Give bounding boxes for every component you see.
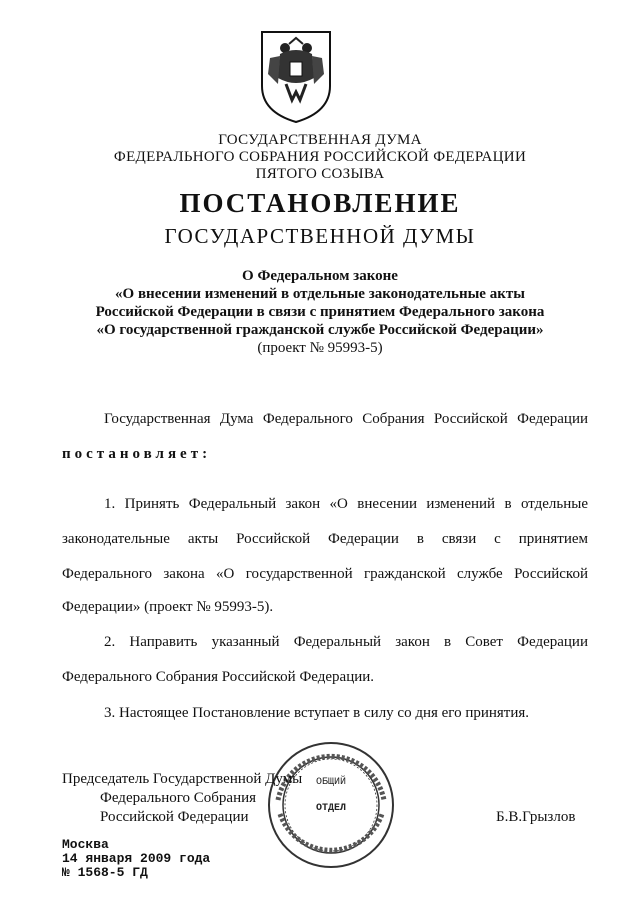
coat-of-arms-emblem — [256, 28, 336, 124]
signatory-name: Б.В.Грызлов — [496, 809, 576, 825]
document-subtitle: ГОСУДАРСТВЕННОЙ ДУМЫ — [164, 224, 476, 248]
stamp-inner-top: ОБЩИЙ — [315, 777, 347, 788]
subject-line-2: «О внесении изменений в отдельные законодательные акты — [115, 286, 525, 302]
subject-line-4: «О государственной гражданской службе Российской Федерации» — [96, 322, 544, 338]
item-1-line-4: Федерации» (проект № 95993-5). — [62, 599, 274, 615]
subject-line-5: (проект № 95993-5) — [257, 340, 383, 356]
header-line-3: ПЯТОГО СОЗЫВА — [255, 166, 385, 182]
item-1-line-3: Федерального закона «О государственной гражданской службе Российской — [62, 566, 588, 582]
document-title: ПОСТАНОВЛЕНИЕ — [179, 188, 461, 218]
footer-date: 14 января 2009 года — [62, 851, 211, 866]
footer-city: Москва — [62, 837, 109, 852]
stamp-center: ОТДЕЛ — [315, 803, 347, 814]
subject-line-3: Российской Федерации в связи с принятием Федерального закона — [95, 304, 545, 320]
header-line-2: ФЕДЕРАЛЬНОГО СОБРАНИЯ РОССИЙСКОЙ ФЕДЕРАЦИИ — [113, 149, 527, 165]
signature-role-line-3: Российской Федерации — [100, 809, 249, 825]
resolves-word: постановляет: — [62, 446, 212, 462]
item-2-line-2: Федерального Собрания Российской Федерации. — [62, 669, 375, 685]
item-1-line-1: 1. Принять Федеральный закон «О внесении изменений в отдельные — [104, 496, 588, 512]
item-3: 3. Настоящее Постановление вступает в силу со дня его принятия. — [104, 705, 530, 721]
official-stamp — [266, 740, 396, 870]
subject-line-1: О Федеральном законе — [242, 268, 398, 284]
header-line-1: ГОСУДАРСТВЕННАЯ ДУМА — [218, 132, 422, 148]
preamble-text: Государственная Дума Федерального Собрания Российской Федерации — [104, 411, 588, 427]
signature-role-line-2: Федерального Собрания — [100, 790, 257, 806]
footer-number: № 1568-5 ГД — [62, 865, 148, 880]
item-2-line-1: 2. Направить указанный Федеральный закон в Совет Федерации — [104, 634, 588, 650]
signature-role-line-1: Председатель Государственной Думы — [62, 771, 303, 787]
item-1-line-2: законодательные акты Российской Федерации в связи с принятием — [62, 531, 588, 547]
